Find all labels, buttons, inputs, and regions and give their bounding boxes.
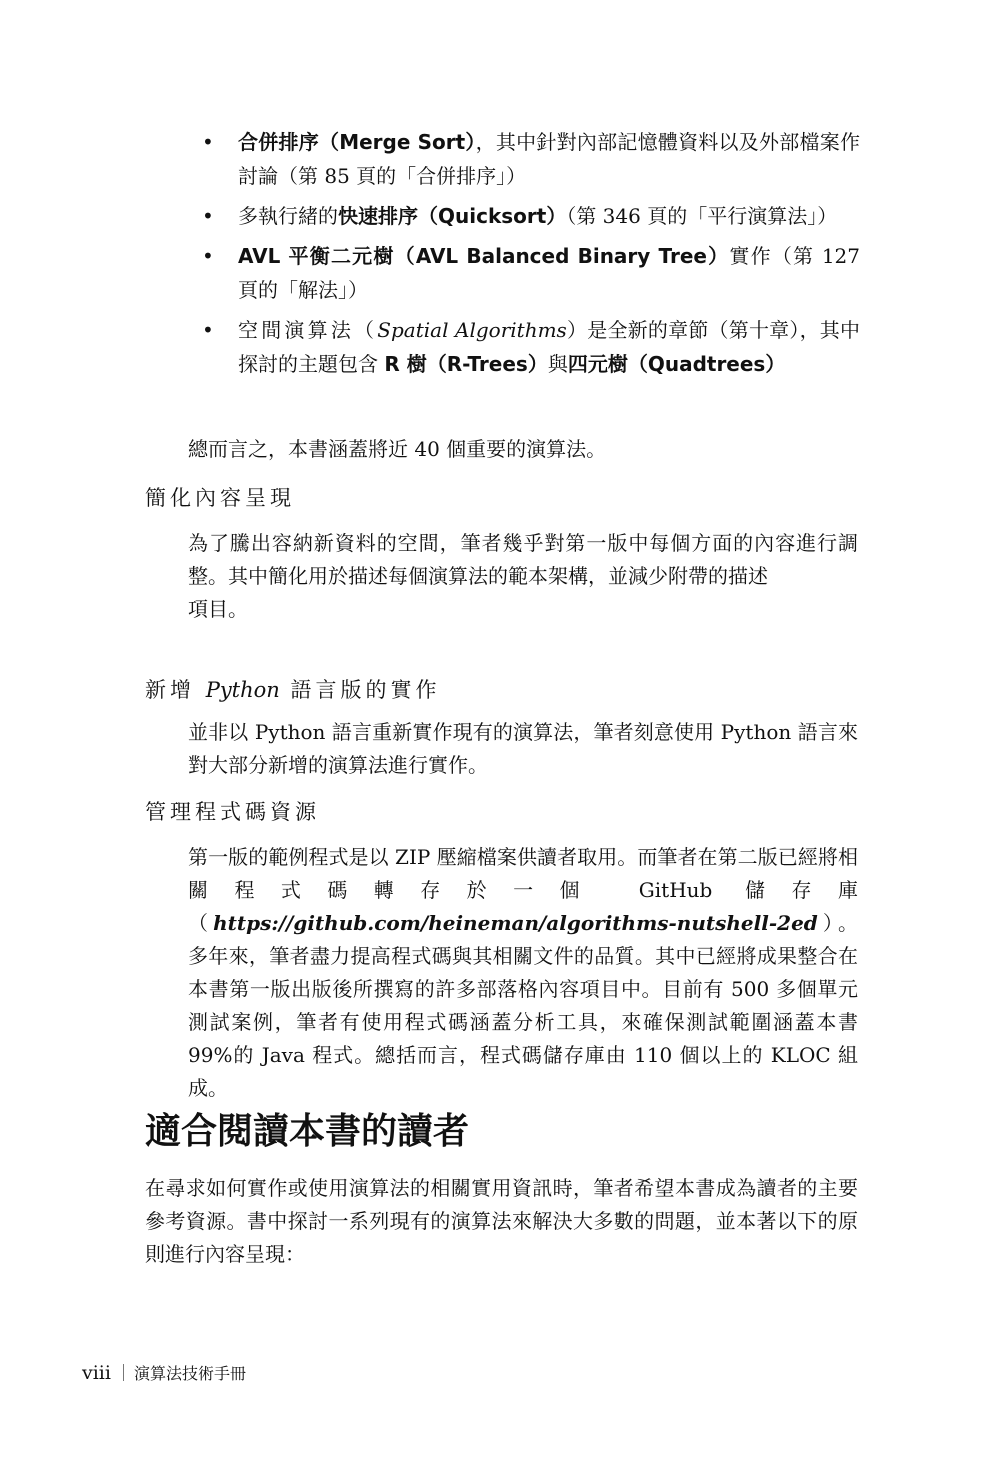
section-heading-python [145,675,441,705]
bullet-term: 合併排序（Merge Sort） [238,130,476,154]
bullet-term: AVL 平衡二元樹（AVL Balanced Binary Tree） [238,244,730,268]
bullet-term: 快速排序（Quicksort） [338,204,567,228]
bullet-spatial-algorithms [200,313,860,381]
bullet-quicksort [200,199,860,233]
bullet-text: 多執行緒的 [238,204,338,228]
body-text: ）。多年來，筆者盡力提高程式碼與其相關文件的品質。其中已經將成果整合在本書第一版出版後所撰寫的許多部落格內容項目中。目前有 500 多個單元測試案例，筆者有使用程式碼涵蓋分析工具，來確保測試範圍涵蓋本書 99%的 Java 程式。總括而言，程式碼儲存庫由 110 個以上的 KLOC 組成。 [188,911,858,1100]
body-text: 項目。 [188,597,248,621]
bullet-text: ，其中針對內部記憶體資料以及外部檔案作討論（第 85 頁的「合併排序」） [238,130,860,188]
bullet-text: 實作（第 127 頁的「解法」） [238,244,861,302]
body-text: 為了騰出容納新資料的空間，筆者幾乎對第一版中每個方面的內容進行調整。其中簡化用於描述每個演算法的範本架構，並減少附帶的描述 [188,531,858,588]
heading-text: 語言版的實作 [279,678,441,702]
footer-divider [123,1364,124,1381]
audience-paragraph: 在尋求如何實作或使用演算法的相關實用資訊時，筆者希望本書成為讀者的主要參考資源。書中探討一系列現有的演算法來解決大多數的問題，並本著以下的原則進行內容呈現： [145,1176,858,1266]
bullet-merge-sort [200,125,860,193]
bullet-text: ）是全新的章節（第十章），其中探討的主題包含 [238,318,861,376]
heading-python-word: Python [205,678,280,702]
page-footer [82,1360,246,1387]
section-heading-simplify: 簡化內容呈現 [145,486,295,510]
chapter-heading-audience: 適合閱讀本書的讀者 [145,1111,470,1152]
heading-text: 新增 [145,678,206,702]
summary-paragraph: 總而言之，本書涵蓋將近 40 個重要的演算法。 [188,437,607,461]
section-body-code [188,841,858,1105]
bullet-term: R 樹（R-Trees） [384,352,548,376]
section-body-python: 並非以 Python 語言重新實作現有的演算法，筆者刻意使用 Python 語言來對大部分新增的演算法進行實作。 [188,720,858,777]
bullet-term-italic: Spatial Algorithms [377,318,567,342]
bullet-text: 與 [547,352,568,376]
bullet-text: （第 346 頁的「平行演算法」） [566,204,838,228]
body-text: 第一版的範例程式是以 ZIP 壓縮檔案供讀者取用。而筆者在第二版已經將相關程式碼轉存於一個 GitHub 儲存庫（ [188,845,858,935]
github-url: https://github.com/heineman/algorithms-nutshell-2ed [213,911,818,935]
bullet-text: 空間演算法（ [238,318,378,342]
bullet-term: 四元樹（Quadtrees） [567,352,786,376]
section-body-simplify [188,527,858,626]
section-heading-code: 管理程式碼資源 [145,800,320,824]
bullet-avl-tree [200,239,860,307]
book-title: 演算法技術手冊 [133,1364,246,1383]
page-number: viii [82,1362,111,1384]
feature-bullet-list [200,125,860,387]
